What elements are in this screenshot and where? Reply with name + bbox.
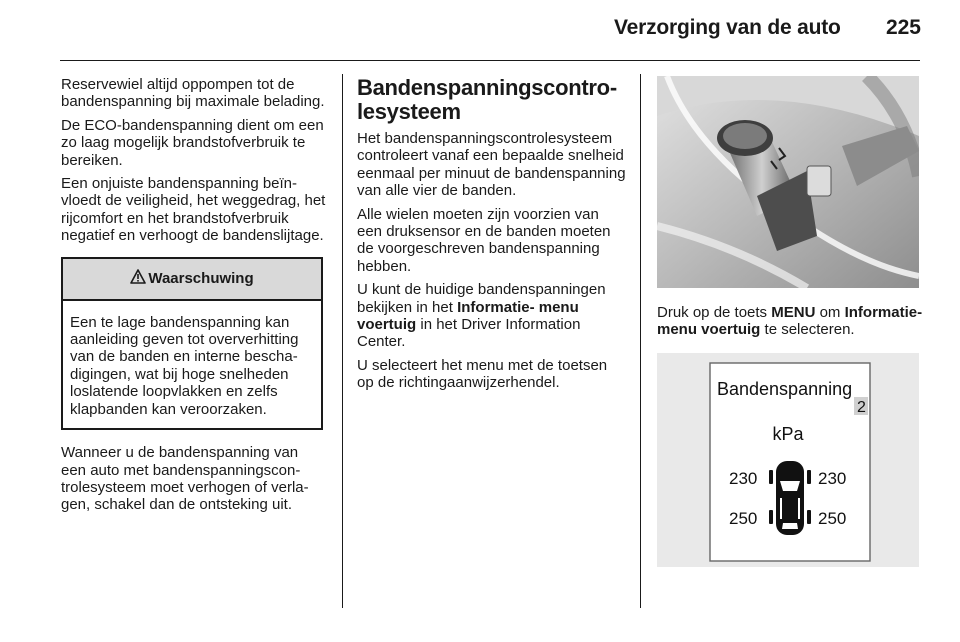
paragraph: Alle wielen moeten zijn voorzien van een druksensor en de banden moeten de voorgeschreven bandenspanning hebben. <box>357 205 611 275</box>
column-3 <box>657 76 923 567</box>
pressure-unit: kPa <box>772 423 804 444</box>
paragraph: Wanneer u de bandenspanning van een auto met bandenspanningscontrolesysteem moet verhogen of verlagen, schakel dan de ontsteking uit. <box>61 444 309 514</box>
menu-reference: Informatie- menu voertuig <box>657 304 923 339</box>
rear-left-pressure: 250 <box>729 508 758 528</box>
warning-triangle-icon <box>130 269 146 288</box>
section-heading: Bandenspanningscontrolesysteem <box>357 75 618 124</box>
column-divider-1 <box>342 74 343 608</box>
text-run: U kunt de huidige bandenspanningen bekijken in het <box>357 281 606 316</box>
menu-button-reference: MENU <box>771 304 816 321</box>
tire-pressure-display <box>657 353 919 567</box>
text-run: te selecteren. <box>760 321 855 339</box>
paragraph: U selecteert het menu met de toetsen op de richtingaanwijzerhendel. <box>357 356 608 392</box>
warning-text: Een te lage bandenspanning kan aanleiding geven tot oververhitting van de banden en interne beschadigingen, wat bij hoge snelheden loslatende loopvlakken en zelfs klapbanden kan veroorzaken. <box>70 313 299 418</box>
turn-signal-lever-photo <box>657 76 919 288</box>
page-number: 225 <box>885 16 921 39</box>
header-rule <box>60 60 920 61</box>
warning-box <box>61 257 323 430</box>
text-run: om <box>815 304 845 321</box>
paragraph: De ECO-bandenspanning dient om een zo laag mogelijk brandstofverbruik te bereiken. <box>61 116 324 169</box>
rear-right-pressure: 250 <box>818 508 847 528</box>
menu-reference: Informatie- menu voertuig <box>357 298 579 334</box>
display-title: Bandenspanning <box>717 378 853 399</box>
display-page-indicator: 2 <box>857 398 866 416</box>
column-1 <box>61 76 327 520</box>
front-right-pressure: 230 <box>818 468 847 488</box>
paragraph: Reservewiel altijd oppompen tot de bandenspanning bij maximale belading. <box>61 76 325 111</box>
header-title: Verzorging van de auto <box>614 16 841 39</box>
text-run: Druk op de toets <box>657 304 772 321</box>
paragraph <box>657 304 923 339</box>
warning-header <box>63 259 321 301</box>
text-run: in het Driver Information Center. <box>357 316 581 351</box>
column-divider-2 <box>640 74 641 608</box>
column-2 <box>357 76 627 398</box>
paragraph <box>357 281 627 351</box>
paragraph: Een onjuiste bandenspanning beïnvloedt de veiligheid, het weggedrag, het rijcomfort en het brandstofverbruik negatief en verhoogt de bandenslijtage. <box>61 175 326 245</box>
paragraph: Het bandenspanningscontrolesysteem controleert vanaf een bepaalde snelheid eenmaal per minuut de bandenspanning van alle vier de banden. <box>357 130 626 200</box>
warning-title: Waarschuwing <box>148 269 254 287</box>
front-left-pressure: 230 <box>729 468 758 488</box>
